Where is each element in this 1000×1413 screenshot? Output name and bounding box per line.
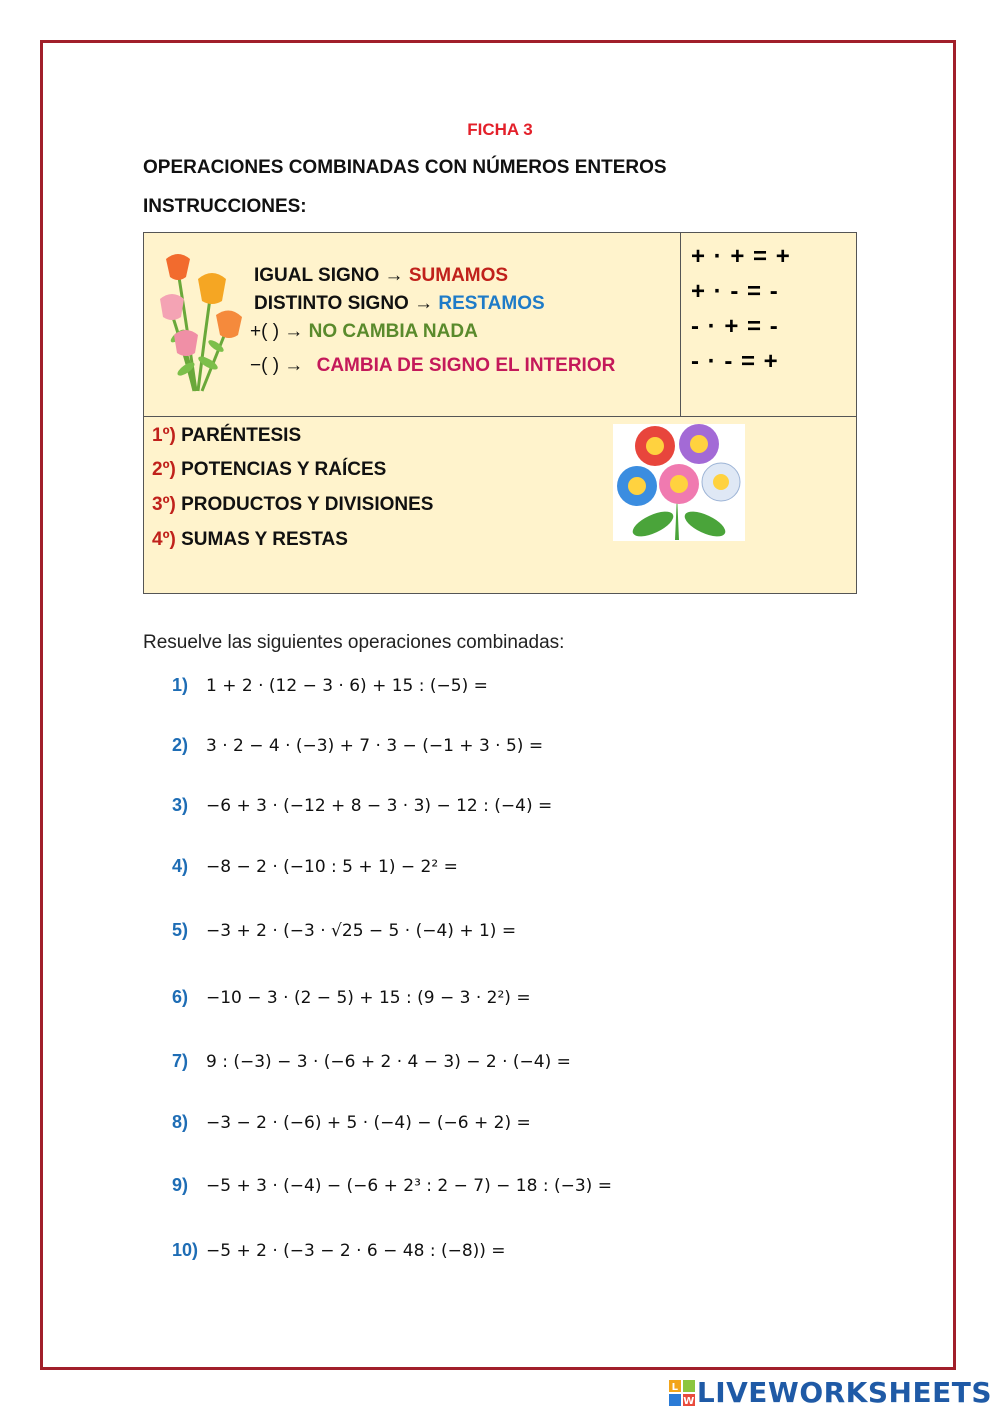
flower-pink [659, 464, 699, 504]
box-vertical-divider [680, 233, 681, 416]
box-horizontal-divider [144, 416, 856, 417]
order-step-4: 4º) SUMAS Y RESTAS [152, 529, 348, 550]
brand-name: LIVEWORKSHEETS [696, 1376, 992, 1409]
order-step-3: 3º) PRODUCTOS Y DIVISIONES [152, 494, 434, 515]
exercise-1: 1) 1 + 2 · (12 − 3 · 6) + 15 : (−5) = [172, 675, 488, 696]
exercise-8: 8) −3 − 2 · (−6) + 5 · (−4) − (−6 + 2) = [172, 1112, 531, 1133]
sign-rule-1: + · + = + [691, 243, 791, 270]
flower-blue [617, 466, 657, 506]
worksheet-number: FICHA 3 [467, 120, 533, 139]
sign-rule-4: - · - = + [691, 348, 779, 375]
exercise-3: 3) −6 + 3 · (−12 + 8 − 3 · 3) − 12 : (−4) = [172, 795, 553, 816]
sign-rule-3: - · + = - [691, 313, 779, 340]
exercise-2: 2) 3 · 2 − 4 · (−3) + 7 · 3 − (−1 + 3 · 5) = [172, 735, 544, 756]
rule-different-sign: DISTINTO SIGNO → RESTAMOS [254, 293, 545, 314]
worksheet-title: OPERACIONES COMBINADAS CON NÚMEROS ENTEROS [143, 157, 667, 178]
liveworksheets-icon [669, 1380, 695, 1406]
exercise-7: 7) 9 : (−3) − 3 · (−6 + 2 · 4 − 3) − 2 · (−4) = [172, 1051, 571, 1072]
rule-minus-parenthesis: −( ) → CAMBIA DE SIGNO EL INTERIOR [250, 355, 616, 376]
rule-plus-parenthesis: +( ) → NO CAMBIA NADA [250, 321, 478, 342]
liveworksheets-logo[interactable] [669, 1376, 992, 1409]
exercise-6: 6) −10 − 3 · (2 − 5) + 15 : (9 − 3 · 2²) = [172, 987, 531, 1008]
tulips-illustration [156, 251, 248, 396]
flower-white [702, 463, 740, 501]
smiling-flowers-illustration [613, 424, 745, 541]
instructions-box [143, 232, 857, 594]
exercise-10: 10) −5 + 2 · (−3 − 2 · 6 − 48 : (−8)) = [172, 1240, 506, 1261]
rule-same-sign: IGUAL SIGNO → SUMAMOS [254, 265, 509, 286]
exercise-9: 9) −5 + 3 · (−4) − (−6 + 2³ : 2 − 7) − 18 : (−3) = [172, 1175, 612, 1196]
logo-letter-w: W [683, 1395, 695, 1406]
order-step-2: 2º) POTENCIAS Y RAÍCES [152, 459, 387, 480]
exercise-intro: Resuelve las siguientes operaciones combinadas: [143, 632, 565, 653]
logo-letter-l: L [671, 1381, 679, 1393]
exercise-4: 4) −8 − 2 · (−10 : 5 + 1) − 2² = [172, 856, 458, 877]
flower-red [635, 426, 675, 466]
order-step-1: 1º) PARÉNTESIS [152, 425, 302, 446]
exercise-5: 5) −3 + 2 · (−3 · √25 − 5 · (−4) + 1) = [172, 920, 517, 941]
rule-plus-parenthesis-result: NO CAMBIA NADA [308, 321, 478, 342]
flower-purple [679, 424, 719, 464]
instructions-heading: INSTRUCCIONES: [143, 196, 307, 217]
rule-minus-parenthesis-result: CAMBIA DE SIGNO EL INTERIOR [316, 355, 616, 376]
rule-same-sign-result: SUMAMOS [408, 265, 509, 286]
rule-different-sign-result: RESTAMOS [438, 293, 545, 314]
sign-rule-2: + · - = - [691, 278, 779, 305]
